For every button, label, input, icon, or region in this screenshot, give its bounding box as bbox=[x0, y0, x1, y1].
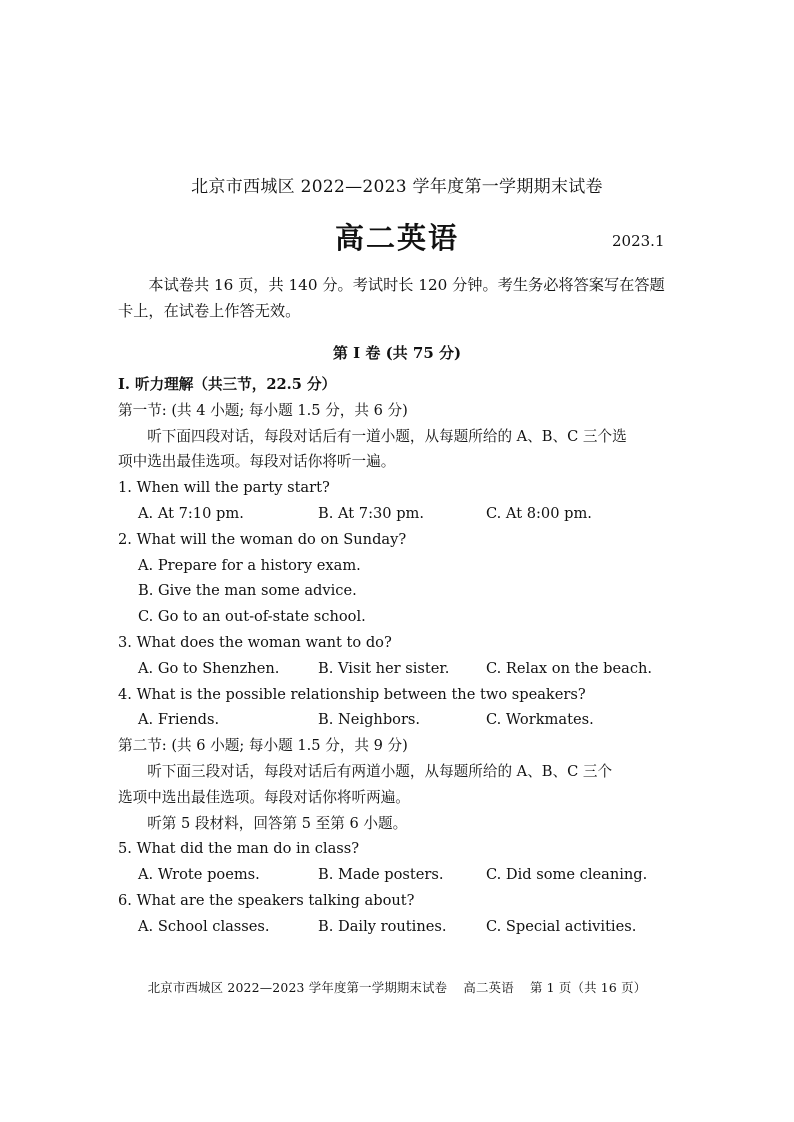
footer-exam-title: 北京市西城区 2022—2023 学年度第一学期期末试卷 bbox=[147, 980, 448, 995]
subject-title: 高二英语 bbox=[334, 221, 459, 255]
option-b: B. At 7:30 pm. bbox=[318, 504, 425, 522]
page-footer bbox=[0, 978, 794, 996]
exam-title: 北京市西城区 2022—2023 学年度第一学期期末试卷 bbox=[191, 177, 603, 197]
question-6-options bbox=[118, 914, 678, 940]
option-c: C. Relax on the beach. bbox=[486, 659, 653, 677]
option-c: C. Go to an out-of-state school. bbox=[138, 608, 366, 626]
question-3: 3. What does the woman want to do? bbox=[118, 633, 392, 651]
option-b: B. Neighbors. bbox=[318, 711, 421, 729]
section-heading: I. 听力理解（共三节，22.5 分） bbox=[118, 376, 337, 393]
exam-instructions: 本试卷共 16 页，共 140 分。考试时长 120 分钟。考生务必将答案写在答题卡上，在试卷上作答无效。 bbox=[118, 276, 665, 320]
question-6: 6. What are the speakers talking about? bbox=[118, 891, 415, 909]
listening-section bbox=[118, 372, 678, 940]
option-a: A. At 7:10 pm. bbox=[138, 504, 244, 522]
option-c: C. Workmates. bbox=[486, 711, 594, 729]
footer-page-number: 第 1 页（共 16 页） bbox=[529, 980, 647, 995]
option-a: A. Go to Shenzhen. bbox=[138, 659, 280, 677]
option-a: A. Wrote poems. bbox=[138, 866, 260, 884]
option-a: A. Friends. bbox=[138, 711, 220, 729]
question-2: 2. What will the woman do on Sunday? bbox=[118, 530, 407, 548]
question-3-options bbox=[118, 656, 678, 682]
option-c: C. At 8:00 pm. bbox=[486, 504, 592, 522]
option-b: B. Give the man some advice. bbox=[138, 582, 357, 600]
section2-instruction-line1: 听下面三段对话，每段对话后有两道小题，从每题所给的 A、B、C 三个 bbox=[147, 762, 613, 780]
option-c: C. Did some cleaning. bbox=[486, 866, 648, 884]
question-4-options bbox=[118, 707, 678, 733]
question-5-options bbox=[118, 862, 678, 888]
question-4: 4. What is the possible relationship between the two speakers? bbox=[118, 685, 586, 703]
question-1: 1. When will the party start? bbox=[118, 479, 330, 497]
section1-title: 第一节: (共 4 小题; 每小题 1.5 分，共 6 分) bbox=[118, 401, 408, 419]
section2-instruction-line2: 选项中选出最佳选项。每段对话你将听两遍。 bbox=[118, 788, 410, 806]
option-c: C. Special activities. bbox=[486, 917, 637, 935]
exam-date: 2023.1 bbox=[612, 232, 665, 250]
option-b: B. Visit her sister. bbox=[318, 659, 450, 677]
question-5: 5. What did the man do in class? bbox=[118, 840, 360, 858]
question-1-options bbox=[118, 501, 678, 527]
option-a: A. School classes. bbox=[138, 917, 270, 935]
part-title: 第 I 卷 (共 75 分) bbox=[332, 344, 462, 362]
section2-title: 第二节: (共 6 小题; 每小题 1.5 分，共 9 分) bbox=[118, 737, 408, 755]
section2-material-note: 听第 5 段材料，回答第 5 至第 6 小题。 bbox=[147, 814, 408, 832]
section1-instruction-line2: 项中选出最佳选项。每段对话你将听一遍。 bbox=[118, 453, 396, 471]
footer-subject: 高二英语 bbox=[463, 980, 514, 995]
option-a: A. Prepare for a history exam. bbox=[138, 556, 361, 574]
option-b: B. Daily routines. bbox=[318, 917, 447, 935]
option-b: B. Made posters. bbox=[318, 866, 444, 884]
section1-instruction-line1: 听下面四段对话，每段对话后有一道小题，从每题所给的 A、B、C 三个选 bbox=[147, 427, 627, 445]
